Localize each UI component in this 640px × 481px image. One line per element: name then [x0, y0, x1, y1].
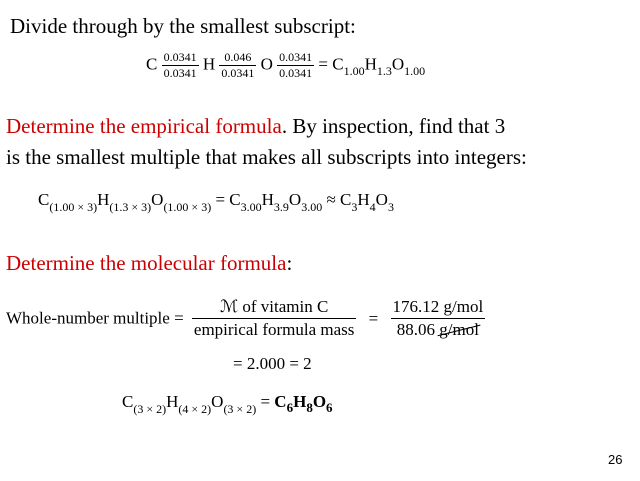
- multiple-label: Whole-number multiple =: [6, 308, 184, 328]
- symbol-h: H: [202, 54, 216, 74]
- equation-divide: C $\frac{0.0341}{0.0341}$ H $\frac{0.046}{0.0341}$ O $\frac{0.0341}{0.0341}$ = $C_{1.00}H_{1.3}O_{1.00}$: [146, 50, 426, 80]
- step1-text: Divide through by the smallest subscript:: [10, 14, 356, 38]
- fraction-o: $\frac{0.0341}{0.0341}$: [279, 50, 313, 80]
- page-number: 26: [608, 452, 623, 467]
- molecular-formula-result: $C_6H_8O_6$: [274, 392, 333, 415]
- equation-multiply-by-3: $C_{(1.00 \times 3)}H_{(1.3 \times 3)}O_{(1.00 \times 3)} = C_{3.00}H_{3.9}O_{3.00} \approx C_3H_4O_3$: [38, 190, 394, 214]
- fraction-h: $\frac{0.046}{0.0341}$: [221, 50, 255, 80]
- equals-sign: =: [318, 54, 328, 74]
- symbol-o: O: [260, 54, 273, 74]
- molecular-formula-heading: Determine the molecular formula: [6, 251, 287, 275]
- step3-line: Determine the molecular formula:: [6, 251, 293, 275]
- fraction-values: $\frac{\text{176.12 g/mol}}{\text{88.06 g/mol}}$: [392, 297, 484, 339]
- equation-whole-number-multiple: Whole-number multiple = $\frac{\text{ℳ of vitamin C}}{\text{empirical formula mass}}$ = $\frac{\text{176.12 g/mol}}{\text{88.06 g/mol}}$: [6, 297, 484, 339]
- symbol-c: C: [146, 54, 158, 74]
- fraction-c: $\frac{0.0341}{0.0341}$: [163, 50, 197, 80]
- multiple-result: = 2.000 = 2: [233, 354, 312, 373]
- fraction-molar-mass: $\frac{\text{ℳ of vitamin C}}{\text{empirical formula mass}}$: [193, 297, 355, 339]
- cancelled-unit: g/mol: [439, 320, 479, 339]
- equation-molecular-formula: $C_{(3 \times 2)}H_{(4 \times 2)}O_{(3 \times 2)} = C_6H_8O_6$: [122, 392, 333, 416]
- step2-line2: is the smallest multiple that makes all subscripts into integers:: [6, 145, 527, 169]
- step2-line1: Determine the empirical formula. By inspection, find that 3: [6, 114, 506, 138]
- empirical-formula-heading: Determine the empirical formula: [6, 114, 282, 138]
